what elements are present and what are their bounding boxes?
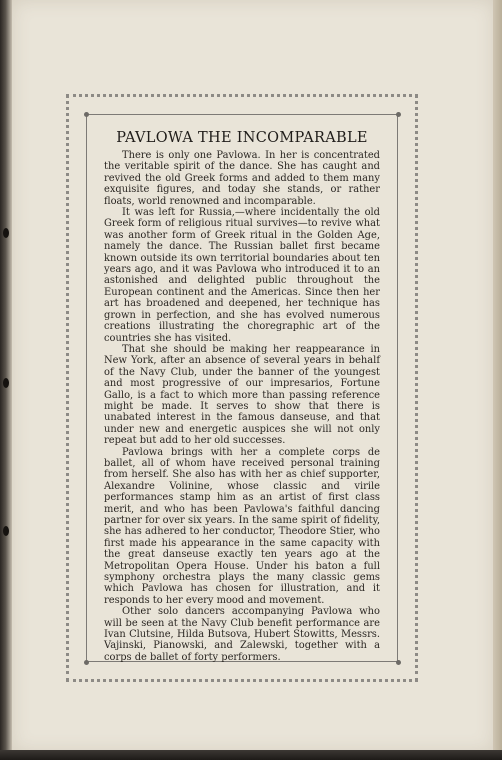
paragraph: Other solo dancers accompanying Pavlowa who will be seen at the Navy Club benefit performance are Ivan Clutsine, Hilda Butsova, Hubert Stowitts, Messrs. Vajinski, Pianowski, and Zalewski, together with a corps de ballet of forty performers. xyxy=(104,606,380,663)
paragraph: There is only one Pavlowa. In her is concentrated the veritable spirit of the dance. She has caught and revived the old Greek forms and added to them many exquisite figures, and today she stands, or rather floats, world renowned and incomparable. xyxy=(104,150,380,207)
binding-hole xyxy=(3,378,9,388)
page-edge xyxy=(493,0,502,760)
binding-hole xyxy=(3,526,9,536)
paragraph: Pavlowa brings with her a complete corps de ballet, all of whom have received personal training from herself. She also has with her as chief supporter, Alexandre Volinine, whose classic and virile performances stamp him as an artist of first class merit, and who has been Pavlowa's faithful dancing partner for over six years. In the same spirit of fidelity, she has adhered to her conductor, Theodore Stier, who first made his appearance in the same capacity with the great danseuse exactly ten years ago at the Metropolitan Opera House. Under his baton a full symphony orchestra plays the many classic gems which Pavlowa has chosen for illustration, and it responds to her every mood and movement. xyxy=(104,446,380,606)
corner-ornament xyxy=(84,660,89,665)
paragraph: That she should be making her reappearance in New York, after an absence of several years in behalf of the Navy Club, under the banner of the youngest and most progressive of our impresarios, Fortune Gallo, is a fact to which more than passing reference might be made. It serves to show that there is unabated interest in the famous danseuse, and that under new and energetic auspices she will not only repeat but add to her old successes. xyxy=(104,343,380,447)
paragraph: It was left for Russia,—where incidentally the old Greek form of religious ritual survives—to revive what was another form of Greek ritual in the Golden Age, namely the dance. The Russian ballet first became known outside its own territorial boundaries about ten years ago, and it was Pavlowa who introduced it to an astonished and delighted public throughout the European continent and the Americas. Since then her art has broadened and deepened, her technique has grown in perfection, and she has evolved numerous creations illustrating the choregraphic art of the countries she has visited. xyxy=(104,207,380,344)
page-bottom-shadow xyxy=(0,750,502,760)
article-body xyxy=(104,124,380,663)
corner-ornament xyxy=(396,660,401,665)
binding-hole xyxy=(3,228,9,238)
article-title: PAVLOWA THE INCOMPARABLE xyxy=(116,130,368,146)
corner-ornament xyxy=(84,112,89,117)
corner-ornament xyxy=(396,112,401,117)
